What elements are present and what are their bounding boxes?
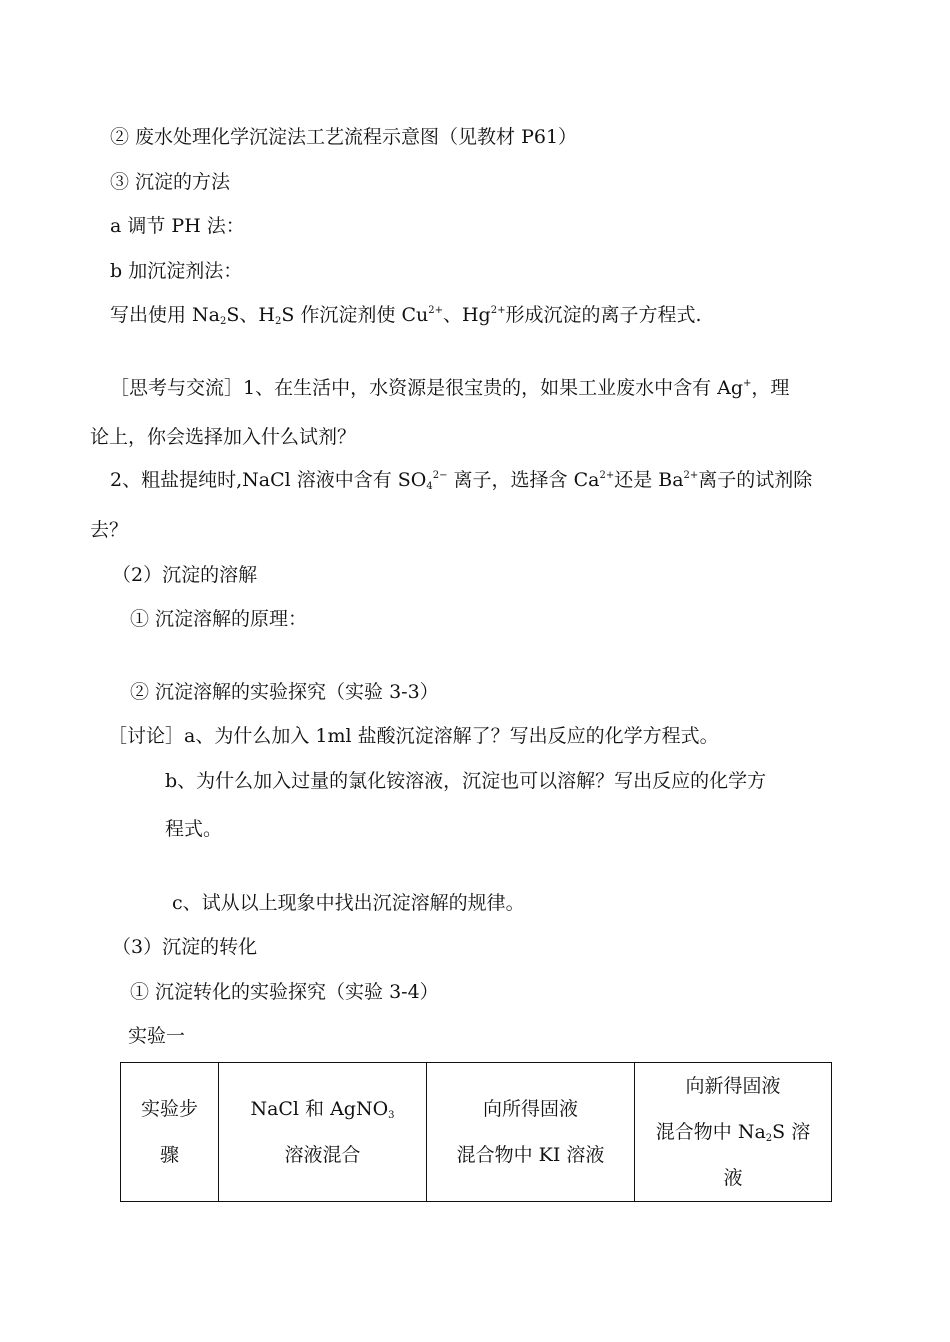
table-cell-step-1: [219, 1063, 427, 1202]
cell-text: [643, 1109, 823, 1155]
line-1: ② 废水处理化学沉淀法工艺流程示意图（见教材 P61）: [110, 126, 578, 148]
line-3: a 调节 PH 法：: [110, 215, 245, 237]
cell-text: [227, 1086, 418, 1132]
line-5: [110, 303, 702, 327]
text-part: 还是 Ba: [614, 469, 684, 491]
text-part: ，理: [751, 377, 790, 399]
text-part: S 溶: [772, 1121, 811, 1143]
line-19: 实验一: [128, 1025, 186, 1047]
line-7: 论上，你会选择加入什么试剂？: [90, 426, 357, 448]
experiment-table: [120, 1062, 832, 1202]
text-part: NaCl 和 AgNO: [250, 1098, 389, 1120]
line-10: （2）沉淀的溶解: [112, 564, 258, 586]
cell-text: 实验步: [140, 1098, 198, 1120]
line-4: b 加沉淀剂法：: [110, 260, 243, 282]
line-16: c、试从以上现象中找出沉淀溶解的规律。: [172, 892, 525, 914]
subscript: 3: [388, 1110, 395, 1121]
line-17: （3）沉淀的转化: [112, 936, 258, 958]
line-13: ［讨论］a、为什么加入 1ml 盐酸沉淀溶解了？写出反应的化学方程式。: [108, 725, 719, 747]
cell-text: 骤: [159, 1144, 179, 1166]
line-6: [110, 376, 789, 400]
text-part: 离子的试剂除: [698, 469, 813, 491]
superscript: 2+: [428, 305, 443, 316]
table-cell-step-2: [427, 1063, 635, 1202]
table-cell-step-header: [121, 1063, 219, 1202]
table-cell-step-3: [635, 1063, 832, 1202]
subscript: 2: [220, 316, 227, 327]
superscript: 2+: [490, 305, 506, 316]
superscript: +: [743, 378, 752, 389]
text-part: S 作沉淀剂使 Cu: [281, 304, 429, 326]
line-18: ① 沉淀转化的实验探究（实验 3-4）: [130, 981, 439, 1003]
superscript: 2+: [599, 470, 615, 481]
text-part: 形成沉淀的离子方程式.: [505, 304, 702, 326]
cell-text: 混合物中 KI 溶液: [456, 1144, 605, 1166]
cell-text: 向所得固液: [482, 1098, 578, 1120]
subscript: 4: [426, 481, 433, 492]
line-9: 去？: [90, 519, 129, 541]
line-14: b、为什么加入过量的氯化铵溶液，沉淀也可以溶解？写出反应的化学方: [165, 770, 767, 792]
line-2: ③ 沉淀的方法: [110, 171, 231, 193]
table-row: [121, 1063, 832, 1202]
superscript: 2+: [683, 470, 699, 481]
superscript: 2−: [432, 470, 448, 481]
subscript: 2: [765, 1133, 773, 1144]
line-12: ② 沉淀溶解的实验探究（实验 3-3）: [130, 681, 439, 703]
subscript: 2: [274, 316, 282, 327]
cell-text: 溶液混合: [284, 1144, 361, 1166]
text-part: 离子，选择含 Ca: [447, 469, 600, 491]
line-15: 程式。: [165, 818, 223, 840]
text-part: 、Hg: [442, 304, 491, 326]
text-part: ［思考与交流］1、在生活中，水资源是很宝贵的，如果工业废水中含有 Ag: [110, 377, 744, 399]
text-part: 写出使用 Na: [110, 304, 220, 326]
line-11: ① 沉淀溶解的原理：: [130, 608, 308, 630]
cell-text: 液: [723, 1167, 743, 1189]
text-part: 2、粗盐提纯时,NaCl 溶液中含有 SO: [110, 469, 427, 491]
cell-text: 向新得固液: [685, 1075, 781, 1097]
line-8: [110, 468, 812, 492]
text-part: S、H: [226, 304, 275, 326]
text-part: 混合物中 Na: [655, 1121, 766, 1143]
